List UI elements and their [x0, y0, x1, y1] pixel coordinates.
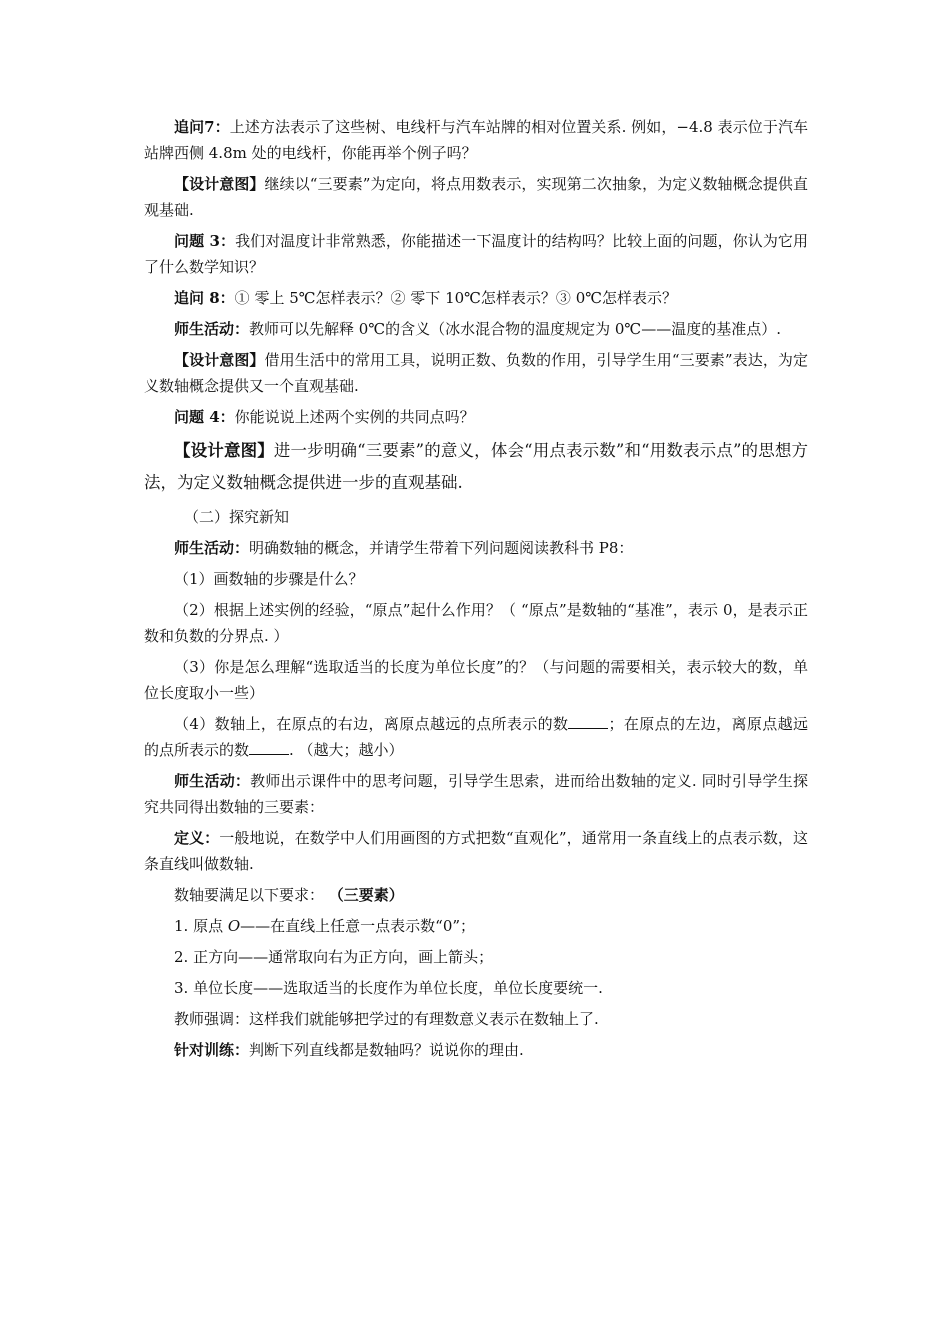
- label: 定义：: [174, 829, 220, 847]
- follow-up-8: [144, 285, 808, 311]
- question-4: [144, 404, 808, 430]
- question-item-2: （2）根据上述实例的经验，“原点”起什么作用？（ “原点”是数轴的“基准”，表示 0，是表示正数和负数的分界点. ）: [144, 601, 808, 645]
- section-heading: （二）探究新知: [184, 508, 290, 526]
- text-c: . （越大；越小）: [289, 741, 404, 759]
- requirement-2: 2. 正方向——通常取向右为正方向，画上箭头；: [174, 948, 494, 966]
- label: 师生活动：: [174, 539, 250, 557]
- teacher-activity-2: [144, 535, 808, 561]
- text: 一般地说，在数学中人们用画图的方式把数“直观化”，通常用一条直线上的点表示数，这条直线叫做数轴.: [144, 829, 808, 873]
- text: 这样我们就能够把学过的有理数意义表示在数轴上了.: [249, 1010, 599, 1028]
- text-a: （4）数轴上，在原点的右边，离原点越远的点所表示的数: [174, 715, 569, 733]
- label: 教师强调：: [174, 1010, 250, 1028]
- origin-symbol: O: [227, 917, 241, 935]
- text: 我们对温度计非常熟悉，你能描述一下温度计的结构吗？比较上面的问题，你认为它用了什么数学知识？: [144, 232, 808, 276]
- document-page: [144, 114, 808, 1068]
- targeted-practice: [144, 1037, 808, 1063]
- text: 进一步明确“三要素”的意义，体会“用点表示数”和“用数表示点”的思想方法，为定义数轴概念提供进一步的直观基础.: [144, 441, 808, 492]
- text: ① 零上 5℃怎样表示？② 零下 10℃怎样表示？③ 0℃怎样表示？: [234, 289, 678, 307]
- text: 教师可以先解释 0℃的含义（冰水混合物的温度规定为 0℃——温度的基准点）.: [249, 320, 781, 338]
- label: 【设计意图】: [174, 351, 265, 369]
- text: 教师出示课件中的思考问题，引导学生思索，进而给出数轴的定义. 同时引导学生探究共同得出数轴的三要素：: [144, 772, 808, 816]
- design-intent-1: [144, 171, 808, 223]
- text-b: ；在原点的左边，离原点越远的点所表示的数: [144, 715, 808, 759]
- label: 针对训练：: [174, 1041, 250, 1059]
- text-b: ——在直线上任意一点表示数“0”；: [240, 917, 476, 935]
- label: 追问 8：: [174, 289, 235, 307]
- requirement-3: 3. 单位长度——选取适当的长度作为单位长度，单位长度要统一.: [174, 979, 603, 997]
- text: 判断下列直线都是数轴吗？说说你的理由.: [249, 1041, 524, 1059]
- question-3: [144, 228, 808, 280]
- follow-up-7: [144, 114, 808, 166]
- text: 继续以“三要素”为定向，将点用数表示，实现第二次抽象，为定义数轴概念提供直观基础.: [144, 175, 808, 219]
- text: 借用生活中的常用工具，说明正数、负数的作用，引导学生用“三要素”表达，为定义数轴概念提供又一个直观基础.: [144, 351, 808, 395]
- question-item-4: [144, 711, 808, 763]
- text: 你能说说上述两个实例的共同点吗？: [234, 408, 475, 426]
- text-a: 1. 原点: [174, 917, 228, 935]
- label: 追问7：: [174, 118, 230, 136]
- label: 师生活动：: [174, 320, 250, 338]
- answer-blank-1: [568, 712, 608, 729]
- requirements-intro: [144, 882, 808, 908]
- label: （三要素）: [328, 886, 404, 904]
- text: 数轴要满足以下要求：: [174, 886, 329, 904]
- text: 明确数轴的概念，并请学生带着下列问题阅读教科书 P8：: [249, 539, 634, 557]
- design-intent-3: [144, 435, 808, 499]
- text: 上述方法表示了这些树、电线杆与汽车站牌的相对位置关系. 例如，−4.8 表示位于汽车站牌西侧 4.8m 处的电线杆，你能再举个例子吗？: [144, 118, 809, 162]
- requirement-1: [144, 913, 808, 939]
- label: 问题 4：: [174, 408, 235, 426]
- teacher-activity-3: [144, 768, 808, 820]
- label: 【设计意图】: [174, 441, 274, 460]
- label: 【设计意图】: [174, 175, 265, 193]
- teacher-activity-1: [144, 316, 808, 342]
- label: 师生活动：: [174, 772, 251, 790]
- answer-blank-2: [249, 738, 289, 755]
- label: 问题 3：: [174, 232, 236, 250]
- definition: [144, 825, 808, 877]
- teacher-emphasis: [144, 1006, 808, 1032]
- question-item-3: （3）你是怎么理解“选取适当的长度为单位长度”的？（与问题的需要相关，表示较大的数，单位长度取小一些）: [144, 658, 808, 702]
- design-intent-2: [144, 347, 808, 399]
- question-item-1: （1）画数轴的步骤是什么？: [174, 570, 364, 588]
